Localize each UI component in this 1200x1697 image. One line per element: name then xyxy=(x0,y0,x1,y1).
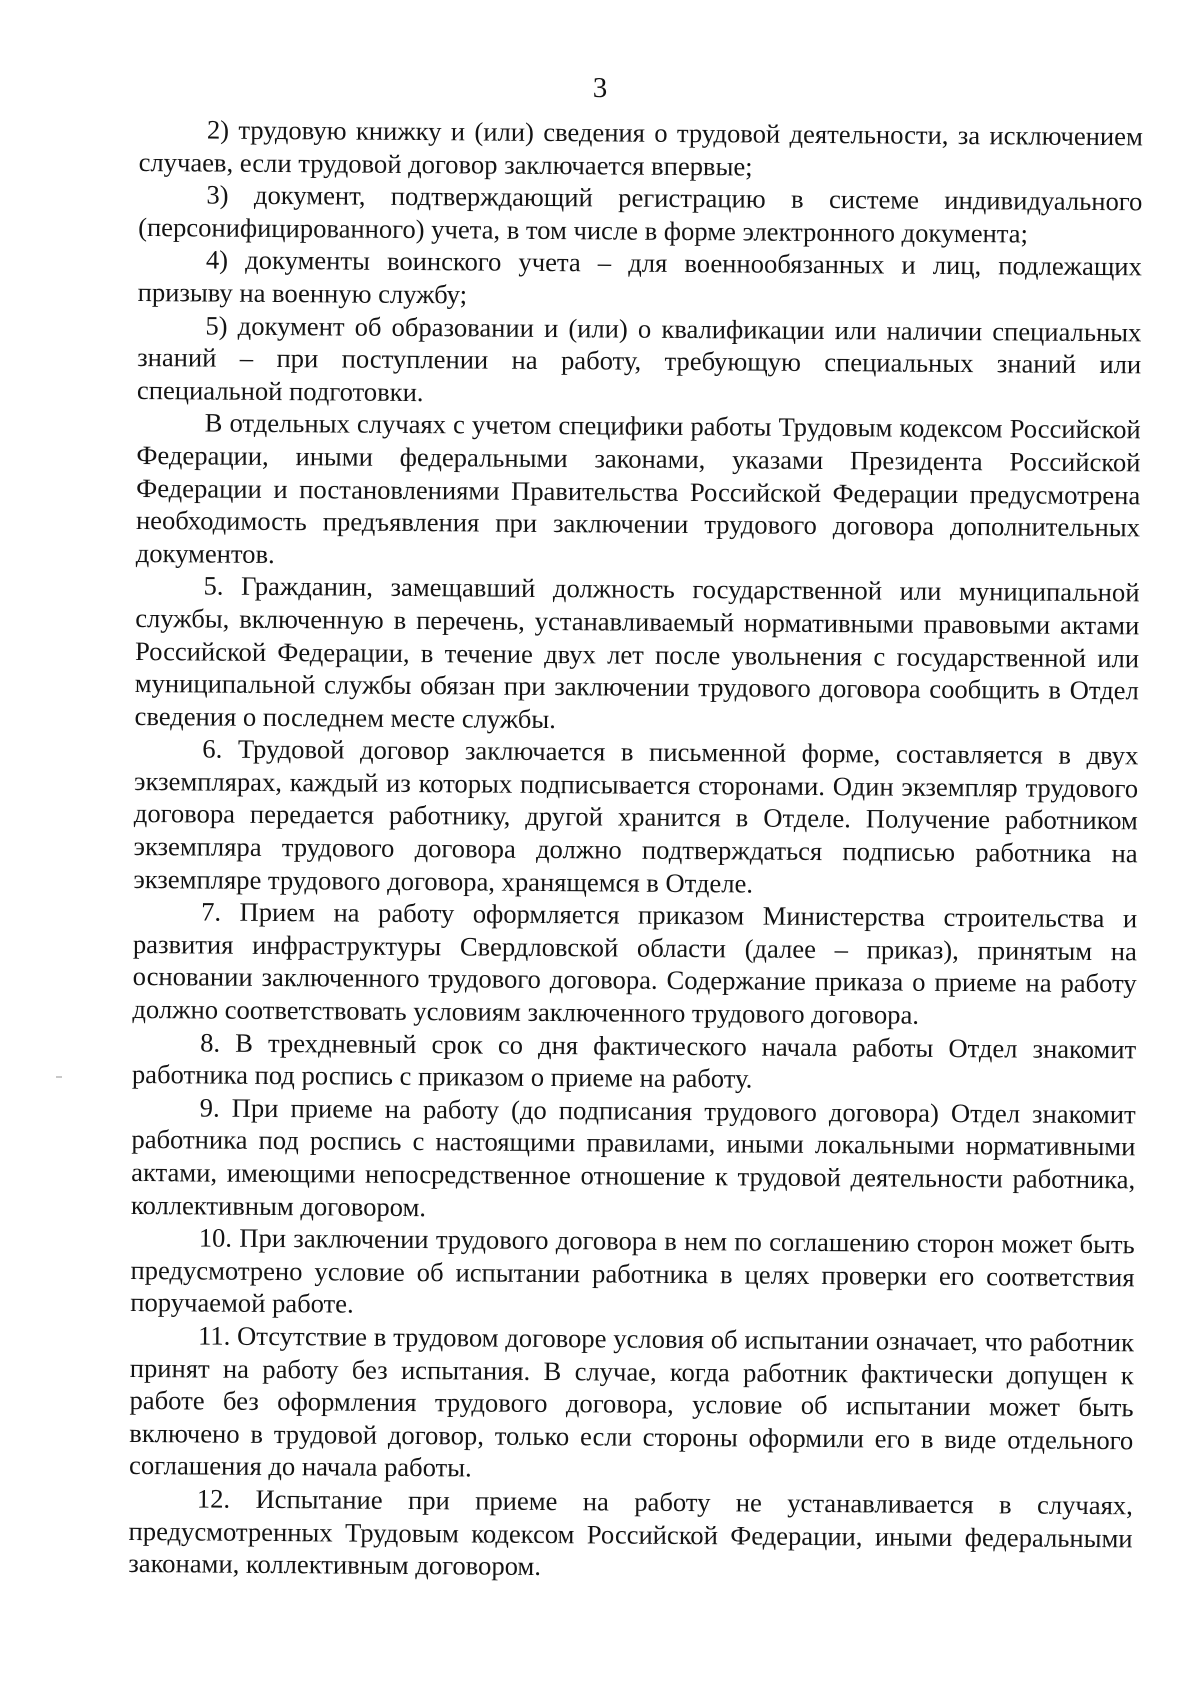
page-number: 3 xyxy=(592,72,608,104)
paragraph-section-8: 8. В трехдневный срок со дня фактического начала работы Отдел знакомит работника под роспись с приказом о приеме на работу. xyxy=(131,1027,1137,1094)
paragraph-section-11: 11. Отсутствие в трудовом договоре условия об испытании означает, что работник принят на работу без испытания. В случае, когда работник фактически допущен к работе без оформления трудового договора, условие об испытании может быть включено в трудовой договор, только если стороны оформили его в виде отдельного соглашения до начала работы. xyxy=(128,1320,1135,1483)
paragraph-section-9: 9. При приеме на работу (до подписания трудового договора) Отдел знакомит работника под роспись с настоящими правилами, иными локальными нормативными актами, имеющими непосредственное отношение к трудовой деятельности работника, коллективным договором. xyxy=(130,1092,1136,1222)
paragraph-section-6: 6. Трудовой договор заключается в письменной форме, составляется в двух экземплярах, каждый из которых подписывается сторонами. Один экземпляр трудового договора передается работнику, другой хранится в Отделе. Получение работником экземпляра трудового договора должно подтверждаться подписью работника на экземпляре трудового договора, хранящемся в Отделе. xyxy=(133,733,1139,899)
paragraph-section-7: 7. Прием на работу оформляется приказом Министерства строительства и развития инфраструктуры Свердловской области (далее – приказ), принятым на основании заключенного трудового договора. Содержание приказа о приеме на работу должно соответствовать условиям заключенного трудового договора. xyxy=(132,896,1138,1030)
scan-mark xyxy=(56,1076,62,1078)
paragraph-additional-documents: В отдельных случаях с учетом специфики работы Трудовым кодексом Российской Федерации, иными федеральными законами, указами Президента Российской Федерации и постановлениями Правительства Российской Федерации предусмотрена необходимость предъявления при заключении трудового договора дополнительных документов. xyxy=(135,407,1141,569)
document-body xyxy=(128,113,1143,1587)
paragraph-section-5: 5. Гражданин, замещавший должность государственной или муниципальной службы, включенную в перечень, устанавливаемый нормативными правовыми актами Российской Федерации, в течение двух лет после увольнения с государственной или муниципальной службы обязан при заключении трудового договора сообщить в Отдел сведения о последнем месте службы. xyxy=(134,570,1140,734)
paragraph-item-5-education: 5) документ об образовании и (или) о квалификации или наличии специальных знаний – при поступлении на работу, требующую специальных знаний или специальной подготовки. xyxy=(136,310,1142,407)
paragraph-section-10: 10. При заключении трудового договора в нем по соглашению сторон может быть предусмотрено условие об испытании работника в целях проверки его соответствия поручаемой работе. xyxy=(130,1222,1135,1319)
paragraph-item-4-military: 4) документы воинского учета – для военнообязанных и лиц, подлежащих призыву на военную службу; xyxy=(137,244,1143,310)
paragraph-item-3-registration: 3) документ, подтверждающий регистрацию в системе индивидуального (персонифицированного) учета, в том числе в форме электронного документа; xyxy=(138,179,1143,249)
paragraph-section-12: 12. Испытание при приеме на работу не устанавливается в случаях, предусмотренных Трудовым кодексом Российской Федерации, иными федеральными законами, коллективным договором. xyxy=(128,1483,1133,1582)
paragraph-item-2-work-record: 2) трудовую книжку и (или) сведения о трудовой деятельности, за исключением случаев, если трудовой договор заключается впервые; xyxy=(138,114,1143,182)
